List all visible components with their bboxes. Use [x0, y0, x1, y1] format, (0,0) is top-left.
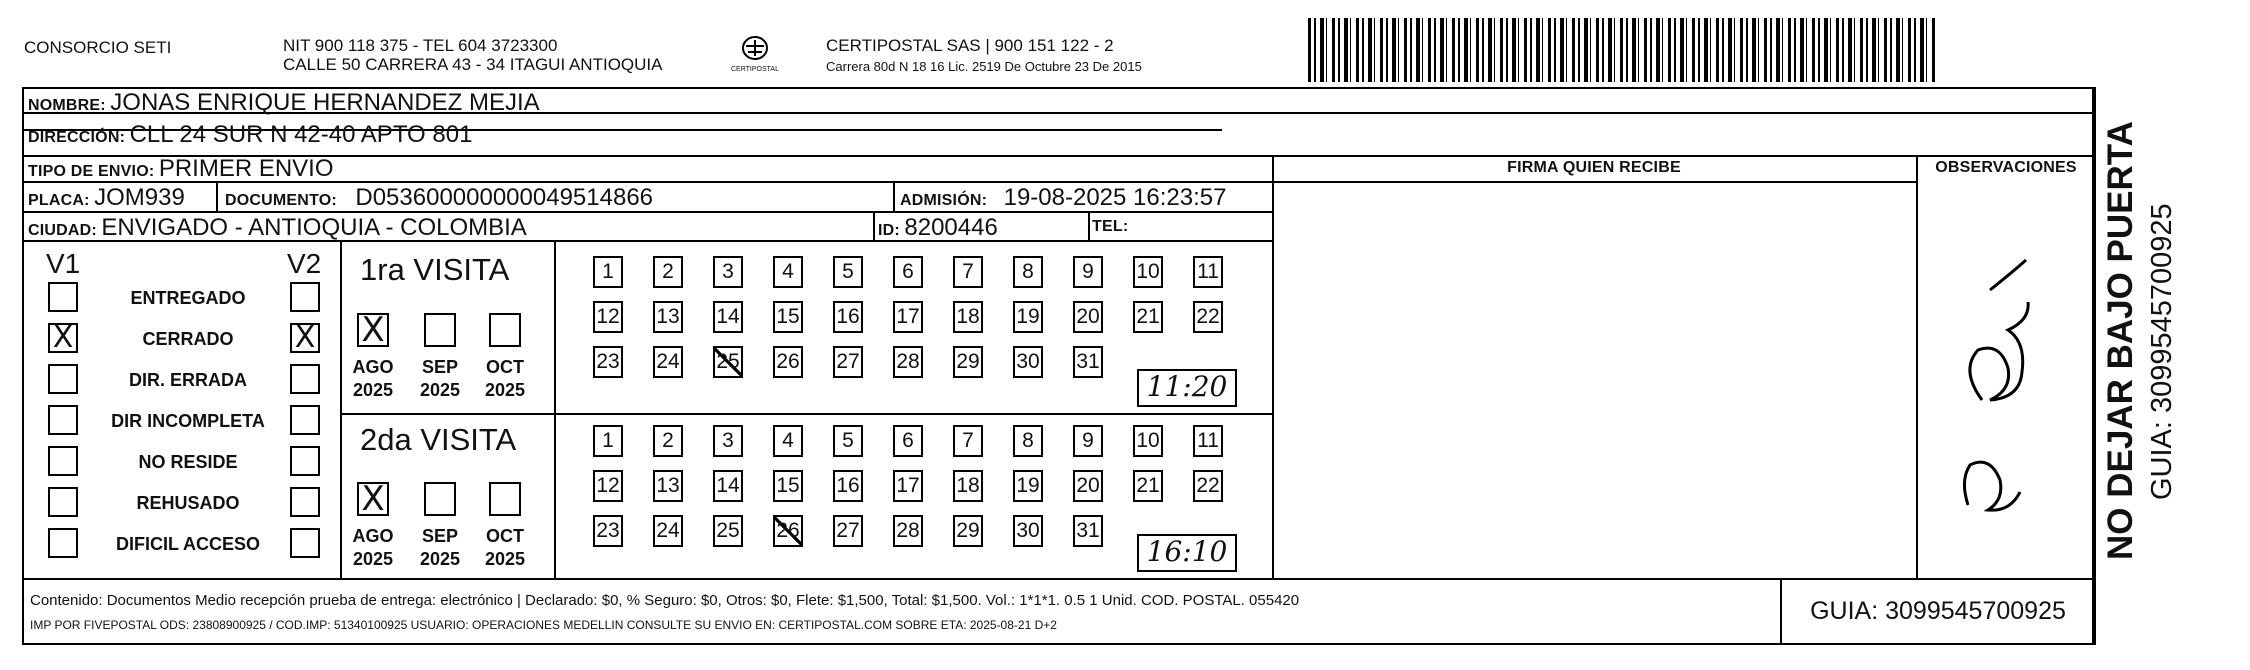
- tipo-label: TIPO DE ENVIO:: [28, 163, 155, 180]
- v1-rehusado-checkbox[interactable]: [48, 487, 78, 517]
- v1-dificil-acceso-checkbox[interactable]: [48, 528, 78, 558]
- visit-2-ago-year: 2025: [352, 549, 394, 569]
- documento-label: DOCUMENTO:: [225, 192, 337, 209]
- visit-1-day-13[interactable]: 13: [653, 301, 683, 333]
- visit-1-day-31[interactable]: 31: [1073, 346, 1103, 378]
- visit-2-day-12[interactable]: 12: [593, 470, 623, 502]
- signature: [1930, 250, 2070, 540]
- visit-1-sep-box[interactable]: [424, 313, 456, 347]
- visit-1-day-29[interactable]: 29: [953, 346, 983, 378]
- visit-1-day-24[interactable]: 24: [653, 346, 683, 378]
- visit-2-day-1[interactable]: 1: [593, 425, 623, 457]
- visit-1-day-15[interactable]: 15: [773, 301, 803, 333]
- visit-2-day-17[interactable]: 17: [893, 470, 923, 502]
- firma-header: FIRMA QUIEN RECIBE: [1507, 159, 1681, 176]
- visit-2-day-20[interactable]: 20: [1073, 470, 1103, 502]
- visit-1-oct-box[interactable]: [489, 313, 521, 347]
- visit-2-sep-label: SEP: [421, 526, 459, 546]
- v2-no-reside-checkbox[interactable]: [290, 446, 320, 476]
- id-label: ID:: [878, 222, 900, 239]
- v2-cerrado-checkbox[interactable]: X: [290, 323, 320, 353]
- imp-line: IMP POR FIVEPOSTAL ODS: 23808900925 / COD.IMP: 51340100925 USUARIO: OPERACIONES MEDELLIN CONSULTE SU ENVIO EN: CERTIPOSTAL.COM SOBRE ETA: 2025-08-21 D+2: [30, 618, 1057, 632]
- barcode: [1308, 18, 1938, 82]
- visit-2-day-8[interactable]: 8: [1013, 425, 1043, 457]
- visit-1-day-6[interactable]: 6: [893, 256, 923, 288]
- admision-field: [900, 184, 1226, 212]
- placa-label: PLACA:: [28, 192, 90, 209]
- id-field: [878, 214, 998, 242]
- direccion-label: DIRECCIÓN:: [28, 129, 126, 146]
- visit-1-day-3[interactable]: 3: [713, 256, 743, 288]
- v1-dir-incompleta-checkbox[interactable]: [48, 405, 78, 435]
- visit-2-day-19[interactable]: 19: [1013, 470, 1043, 502]
- side-guia: GUIA: 3099545700925: [2146, 203, 2178, 500]
- no-dejar-bajo-puerta: NO DEJAR BAJO PUERTA: [2101, 121, 2140, 560]
- visit-1-ago-box[interactable]: X: [357, 313, 389, 347]
- visit-2-sep-box[interactable]: [424, 482, 456, 516]
- logo-text: CERTIPOSTAL: [731, 66, 779, 73]
- admision-value: 19-08-2025 16:23:57: [1003, 184, 1227, 211]
- footer-guia: GUIA: 3099545700925: [1810, 597, 2066, 625]
- visit-1-day-21[interactable]: 21: [1133, 301, 1163, 333]
- visit-2-title: 2da VISITA: [360, 422, 517, 457]
- address-line: CALLE 50 CARRERA 43 - 34 ITAGUI ANTIOQUIA: [283, 55, 663, 74]
- visit-1-day-10[interactable]: 10: [1133, 256, 1163, 288]
- visit-2-day-6[interactable]: 6: [893, 425, 923, 457]
- visit-1-time: 11:20: [1137, 369, 1237, 407]
- v2-label: V2: [287, 248, 322, 279]
- visit-1-day-23[interactable]: 23: [593, 346, 623, 378]
- visit-1-day-11[interactable]: 11: [1193, 256, 1223, 288]
- visit-2-day-15[interactable]: 15: [773, 470, 803, 502]
- visit-1-sep-year: 2025: [419, 380, 461, 400]
- status-dir-incompleta: DIR INCOMPLETA: [111, 411, 265, 431]
- visit-2-day-11[interactable]: 11: [1193, 425, 1223, 457]
- visit-2-day-23[interactable]: 23: [593, 515, 623, 547]
- admision-label: ADMISIÓN:: [900, 192, 988, 209]
- visit-1-day-30[interactable]: 30: [1013, 346, 1043, 378]
- visit-1-day-16[interactable]: 16: [833, 301, 863, 333]
- visit-2-day-24[interactable]: 24: [653, 515, 683, 547]
- visit-2-day-14[interactable]: 14: [713, 470, 743, 502]
- company-name: CONSORCIO SETI: [24, 38, 172, 57]
- visit-1-oct-year: 2025: [484, 380, 526, 400]
- visit-1-ago-year: 2025: [352, 380, 394, 400]
- visit-1-title: 1ra VISITA: [360, 252, 510, 287]
- visit-1-day-7[interactable]: 7: [953, 256, 983, 288]
- status-dificil-acceso: DIFICIL ACCESO: [115, 534, 260, 554]
- visit-1-day-8[interactable]: 8: [1013, 256, 1043, 288]
- visit-2-day-26[interactable]: 26: [773, 515, 803, 547]
- nit-line: NIT 900 118 375 - TEL 604 3723300: [283, 36, 558, 55]
- visit-1-ago-label: AGO: [352, 357, 394, 377]
- license-line: Carrera 80d N 18 16 Lic. 2519 De Octubre 23 De 2015: [826, 59, 1142, 74]
- visit-1-day-14[interactable]: 14: [713, 301, 743, 333]
- visit-1-day-17[interactable]: 17: [893, 301, 923, 333]
- visit-1-day-26[interactable]: 26: [773, 346, 803, 378]
- v2-rehusado-checkbox[interactable]: [290, 487, 320, 517]
- visit-2-time: 16:10: [1137, 534, 1237, 572]
- visit-2-day-7[interactable]: 7: [953, 425, 983, 457]
- nombre-label: NOMBRE:: [28, 97, 106, 114]
- visit-2-day-5[interactable]: 5: [833, 425, 863, 457]
- visit-1-day-25[interactable]: 25: [713, 346, 743, 378]
- v2-dificil-acceso-checkbox[interactable]: [290, 528, 320, 558]
- visit-1-sep-label: SEP: [421, 357, 459, 377]
- v1-entregado-checkbox[interactable]: [48, 282, 78, 312]
- ciudad-field: [28, 214, 527, 242]
- visit-2-oct-label: OCT: [486, 526, 524, 546]
- certipostal-logo: [726, 34, 784, 82]
- status-entregado: ENTREGADO: [130, 288, 246, 308]
- placa-field: [28, 184, 185, 212]
- tipo-envio-field: [28, 155, 334, 183]
- visit-2-day-25[interactable]: 25: [713, 515, 743, 547]
- v2-dir-incompleta-checkbox[interactable]: [290, 405, 320, 435]
- placa-value: JOM939: [94, 184, 185, 211]
- visit-2-day-9[interactable]: 9: [1073, 425, 1103, 457]
- visit-2-oct-box[interactable]: [489, 482, 521, 516]
- visit-2-oct-year: 2025: [484, 549, 526, 569]
- documento-value: D053600000000049514866: [355, 184, 654, 211]
- visit-2-day-30[interactable]: 30: [1013, 515, 1043, 547]
- id-value: 8200446: [904, 214, 998, 241]
- visit-1-day-5[interactable]: 5: [833, 256, 863, 288]
- observaciones-header: OBSERVACIONES: [1935, 159, 2077, 176]
- visit-2-ago-label: AGO: [352, 526, 394, 546]
- status-cerrado: CERRADO: [142, 329, 234, 349]
- status-dir-errada: DIR. ERRADA: [128, 370, 247, 390]
- visit-1-day-22[interactable]: 22: [1193, 301, 1223, 333]
- visit-1-day-4[interactable]: 4: [773, 256, 803, 288]
- nombre-field: [28, 89, 540, 117]
- visit-2-day-22[interactable]: 22: [1193, 470, 1223, 502]
- v2-dir-errada-checkbox[interactable]: [290, 364, 320, 394]
- ciudad-label: CIUDAD:: [28, 222, 97, 239]
- contenido-line: Contenido: Documentos Medio recepción prueba de entrega: electrónico | Declarado: $0, % Seguro: $0, Otros: $0, Flete: $1,500, Total: $1,500. Vol.: 1*1*1. 0.5 1 Unid. COD. POSTAL. 055420: [30, 592, 1300, 609]
- visit-2-day-13[interactable]: 13: [653, 470, 683, 502]
- visit-2-sep-year: 2025: [419, 549, 461, 569]
- v1-dir-errada-checkbox[interactable]: [48, 364, 78, 394]
- visit-1-day-2[interactable]: 2: [653, 256, 683, 288]
- visit-2-day-21[interactable]: 21: [1133, 470, 1163, 502]
- visit-2-day-28[interactable]: 28: [893, 515, 923, 547]
- visit-1-day-27[interactable]: 27: [833, 346, 863, 378]
- visit-2-day-2[interactable]: 2: [653, 425, 683, 457]
- visit-2-day-4[interactable]: 4: [773, 425, 803, 457]
- visit-2-day-29[interactable]: 29: [953, 515, 983, 547]
- visit-1-day-1[interactable]: 1: [593, 256, 623, 288]
- visit-1-day-12[interactable]: 12: [593, 301, 623, 333]
- carrier-line: CERTIPOSTAL SAS | 900 151 122 - 2: [826, 36, 1114, 55]
- visit-2-ago-box[interactable]: X: [357, 482, 389, 516]
- visit-1-day-9[interactable]: 9: [1073, 256, 1103, 288]
- direccion-field: [28, 121, 472, 149]
- v1-label: V1: [46, 248, 81, 279]
- visit-2-day-10[interactable]: 10: [1133, 425, 1163, 457]
- nombre-value: JONAS ENRIQUE HERNANDEZ MEJIA: [110, 89, 540, 116]
- tel-label: TEL:: [1092, 218, 1129, 235]
- visit-1-day-28[interactable]: 28: [893, 346, 923, 378]
- v2-entregado-checkbox[interactable]: [290, 282, 320, 312]
- visit-1-day-18[interactable]: 18: [953, 301, 983, 333]
- status-rehusado: REHUSADO: [136, 493, 240, 513]
- visit-2-day-27[interactable]: 27: [833, 515, 863, 547]
- visit-2-day-18[interactable]: 18: [953, 470, 983, 502]
- visit-2-day-31[interactable]: 31: [1073, 515, 1103, 547]
- direccion-value: CLL 24 SUR N 42-40 APTO 801: [129, 121, 473, 148]
- tipo-value: PRIMER ENVIO: [158, 155, 334, 182]
- visit-1-day-19[interactable]: 19: [1013, 301, 1043, 333]
- visit-1-oct-label: OCT: [486, 357, 524, 377]
- v1-cerrado-checkbox[interactable]: X: [48, 323, 78, 353]
- visit-1-day-20[interactable]: 20: [1073, 301, 1103, 333]
- v1-no-reside-checkbox[interactable]: [48, 446, 78, 476]
- ciudad-value: ENVIGADO - ANTIOQUIA - COLOMBIA: [101, 214, 527, 241]
- documento-field: [225, 184, 653, 212]
- visit-2-day-16[interactable]: 16: [833, 470, 863, 502]
- visit-2-day-3[interactable]: 3: [713, 425, 743, 457]
- status-no-reside: NO RESIDE: [138, 452, 238, 472]
- tel-field: [1092, 218, 1128, 236]
